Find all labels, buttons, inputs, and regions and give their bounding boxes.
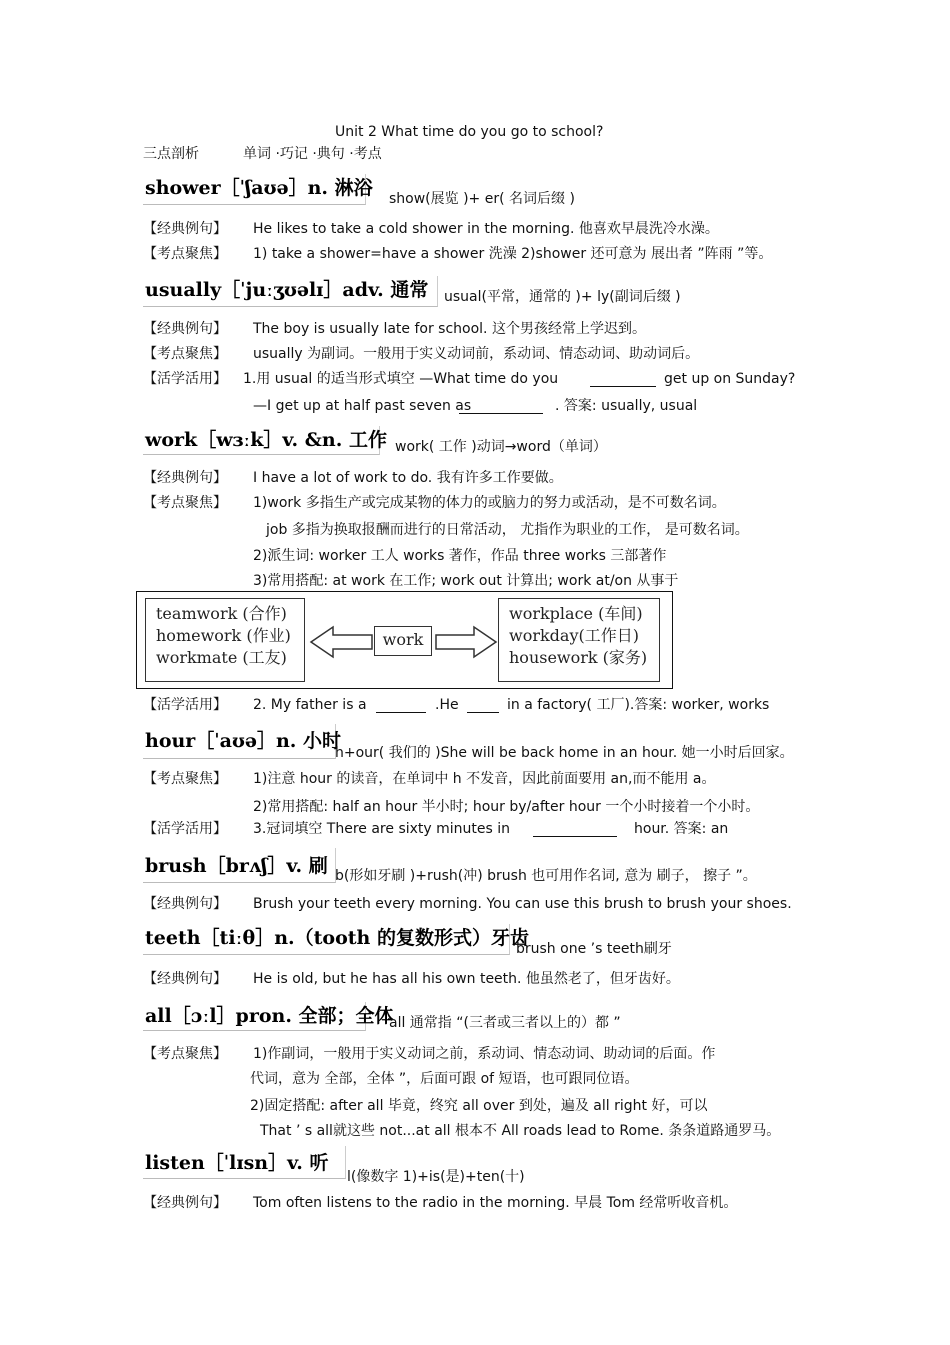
page-title: Unit 2 What time do you go to school? <box>335 124 604 140</box>
practice-label: 【活学活用】 <box>143 697 227 713</box>
answer-blank <box>467 698 499 713</box>
memo-usually: usual(平常，通常的 )+ ly(副词后缀 ) <box>444 289 681 305</box>
answer-blank <box>459 399 543 414</box>
arrow-left-icon <box>309 624 375 660</box>
diagram-left-item: teamwork (合作) <box>156 604 287 623</box>
keypoint-label: 【考点聚焦】 <box>143 346 227 362</box>
memo-brush: b(形如牙刷 )+rush(冲) brush 也可用作名词, 意为 刷子， 擦子 ”。 <box>335 868 757 884</box>
example-listen: Tom often listens to the radio in the morning. 早晨 Tom 经常听收音机。 <box>253 1195 738 1211</box>
section-label: 三点剖析 <box>143 146 199 162</box>
answer-blank <box>590 372 656 387</box>
practice-usually-q1-end: get up on Sunday? <box>664 371 796 387</box>
keypoint-label: 【考点聚焦】 <box>143 246 227 262</box>
diagram-left-item: workmate (工友) <box>156 648 287 667</box>
practice-work-b: .He <box>435 697 459 713</box>
diagram-right-item: housework (家务) <box>509 648 648 667</box>
keypoint-work-4: 3)常用搭配: at work 在工作; work out 计算出; work at/on 从事于 <box>253 573 679 589</box>
example-label: 【经典例句】 <box>143 470 227 486</box>
practice-hour-a: 3.冠词填空 There are sixty minutes in <box>253 821 511 837</box>
example-usually: The boy is usually late for school. 这个男孩经常上学迟到。 <box>253 321 646 337</box>
example-brush: Brush your teeth every morning. You can use this brush to brush your shoes. <box>253 896 792 912</box>
section-sublabel: 单词 ·巧记 ·典句 ·考点 <box>243 146 382 162</box>
diagram-center-box: work <box>374 626 432 656</box>
example-label: 【经典例句】 <box>143 321 227 337</box>
headword-listen: listen［ˈlɪsn］v. 听 <box>143 1146 346 1179</box>
memo-listen: l(像数字 1)+is(是)+ten(十) <box>347 1169 525 1185</box>
keypoint-label: 【考点聚焦】 <box>143 1046 227 1062</box>
keypoint-all-1: 1)作副词，一般用于实义动词之前，系动词、情态动词、助动词的后面。作 <box>253 1046 716 1062</box>
keypoint-hour-1: 1)注意 hour 的读音，在单词中 h 不发音，因此前面要用 an,而不能用 a。 <box>253 771 716 787</box>
headword-shower: shower［ˈʃaʊə］n. 淋浴 <box>143 174 366 205</box>
diagram-right-box <box>498 598 660 682</box>
keypoint-all-4: That ’ s all就这些 not...at all 根本不 All roads lead to Rome. 条条道路通罗马。 <box>260 1123 781 1139</box>
example-label: 【经典例句】 <box>143 221 227 237</box>
diagram-right-item: workplace (车间) <box>509 604 643 623</box>
memo-work: work( 工作 )动词→word（单词） <box>395 439 607 455</box>
keypoint-hour-2: 2)常用搭配: half an hour 半小时; hour by/after hour 一个小时接着一个小时。 <box>253 799 760 815</box>
practice-usually-q2: —I get up at half past seven as <box>253 398 472 414</box>
arrow-right-icon <box>434 624 498 660</box>
practice-work-a: 2. My father is a <box>253 697 367 713</box>
practice-label: 【活学活用】 <box>143 821 227 837</box>
example-work: I have a lot of work to do. 我有许多工作要做。 <box>253 470 563 486</box>
headword-work: work［wɜːk］v. &n. 工作 <box>143 426 380 455</box>
keypoint-label: 【考点聚焦】 <box>143 495 227 511</box>
headword-brush: brush［brʌʃ］v. 刷 <box>143 848 336 883</box>
practice-hour-b: hour. 答案: an <box>634 821 729 837</box>
keypoint-usually: usually 为副词。一般用于实义动词前，系动词、情态动词、助动词后。 <box>253 346 700 362</box>
answer-blank <box>376 698 426 713</box>
diagram-left-box <box>145 598 305 682</box>
keypoint-work-2: job 多指为换取报酬而进行的日常活动， 尤指作为职业的工作， 是可数名词。 <box>266 522 749 538</box>
example-label: 【经典例句】 <box>143 1195 227 1211</box>
work-derivation-diagram <box>136 591 673 689</box>
headword-all: all［ɔːl］pron. 全部；全体 <box>143 1002 366 1031</box>
example-shower: He likes to take a cold shower in the morning. 他喜欢早晨洗冷水澡。 <box>253 221 719 237</box>
practice-label: 【活学活用】 <box>143 371 227 387</box>
keypoint-work-1: 1)work 多指生产或完成某物的体力的或脑力的努力或活动，是不可数名词。 <box>253 495 726 511</box>
keypoint-label: 【考点聚焦】 <box>143 771 227 787</box>
practice-usually-answer: . 答案: usually, usual <box>555 398 698 414</box>
example-teeth: He is old, but he has all his own teeth. 他虽然老了，但牙齿好。 <box>253 971 680 987</box>
practice-work-c: in a factory( 工厂).答案: worker, works <box>507 697 770 713</box>
memo-all: all 通常指 “(三者或三者以上的）都 ” <box>389 1015 621 1031</box>
keypoint-shower: 1) take a shower=have a shower 洗澡 2)shower 还可意为 展出者 ”阵雨 ”等。 <box>253 246 773 262</box>
example-label: 【经典例句】 <box>143 971 227 987</box>
keypoint-work-3: 2)派生词: worker 工人 works 著作，作品 three works 三部著作 <box>253 548 667 564</box>
memo-shower: show(展览 )+ er( 名词后缀 ) <box>389 191 575 207</box>
headword-usually: usually［ˈjuːʒʊəlɪ］adv. 通常 <box>143 276 438 307</box>
diagram-left-item: homework (作业) <box>156 626 291 645</box>
memo-hour: h+our( 我们的 )She will be back home in an hour. 她一小时后回家。 <box>335 745 794 761</box>
headword-hour: hour［ˈaʊə］n. 小时 <box>143 724 336 759</box>
memo-teeth: brush one ’s teeth刷牙 <box>516 941 672 957</box>
diagram-right-item: workday(工作日) <box>509 626 639 645</box>
example-label: 【经典例句】 <box>143 896 227 912</box>
keypoint-all-3: 2)固定搭配: after all 毕竟，终究 all over 到处，遍及 all right 好，可以 <box>250 1098 708 1114</box>
answer-blank <box>533 822 617 837</box>
practice-usually-q1: 1.用 usual 的适当形式填空 —What time do you <box>243 371 559 387</box>
headword-teeth: teeth［tiːθ］n.（tooth 的复数形式）牙齿 <box>143 924 510 955</box>
keypoint-all-2: 代词，意为 全部，全体 ”，后面可跟 of 短语，也可跟同位语。 <box>250 1071 639 1087</box>
